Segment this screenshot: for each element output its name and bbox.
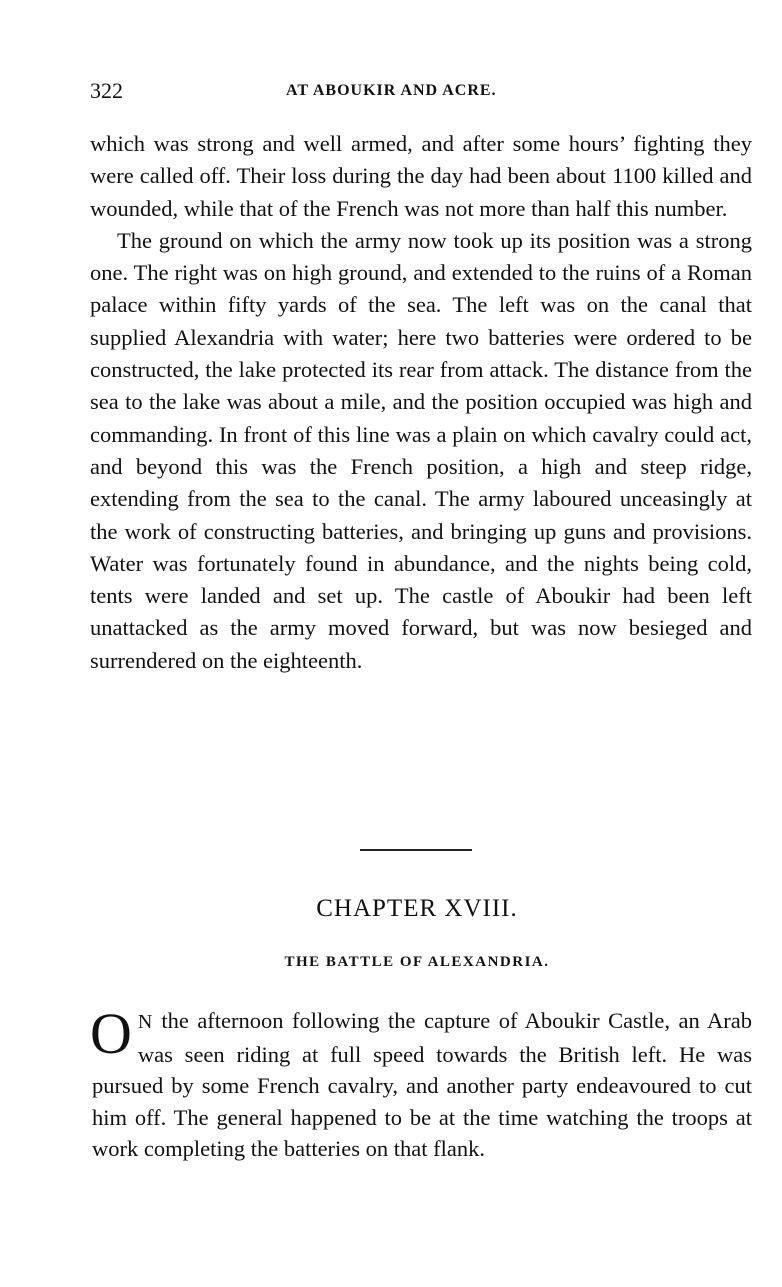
paragraph-continued: which was strong and well armed, and after some hours’ fighting they were called off. Their loss during the day had been about 1100 killed and wounded, while that of the French was not more than half this number. bbox=[90, 131, 752, 221]
paragraph-army-position: The ground on which the army now took up its position was a strong one. The right was on high ground, and extended to the ruins of a Roman palace within fifty yards of the sea. The left was on the canal that supplied Alexandria with water; here two batteries were ordered to be constructed, the lake protected its rear from attack. The distance from the sea to the lake was about a mile, and the position occupied was high and commanding. In front of this line was a plain on which cavalry could act, and beyond this was the French position, a high and steep ridge, extending from the sea to the canal. The army laboured unceasingly at the work of constructing batteries, and bringing up guns and provisions. Water was fortunately found in abundance, and the nights being cold, tents were landed and set up. The castle of Aboukir had been left unattacked as the army moved forward, but was now besieged and surrendered on the eighteenth. bbox=[90, 227, 752, 673]
chapter-title: CHAPTER XVIII. bbox=[316, 895, 518, 922]
body-text bbox=[90, 128, 752, 677]
chapter-subtitle: THE BATTLE OF ALEXANDRIA. bbox=[284, 954, 550, 970]
drop-cap: O bbox=[90, 1001, 132, 1066]
opening-text: the afternoon following the capture of Aboukir Castle, an Arab was seen riding at full speed towards the British left. He was pursued by some French cavalry, and another party endeavoured to cut him off. The general happened to be at the time watching the troops at work completing the batteries on that flank. bbox=[92, 1008, 752, 1161]
page-header bbox=[90, 78, 750, 108]
running-head: AT ABOUKIR AND ACRE. bbox=[286, 82, 497, 99]
chapter-opening-paragraph bbox=[90, 1001, 752, 1165]
section-divider bbox=[360, 849, 472, 851]
opening-first-letters: N bbox=[137, 1011, 153, 1033]
page-number: 322 bbox=[90, 78, 123, 103]
